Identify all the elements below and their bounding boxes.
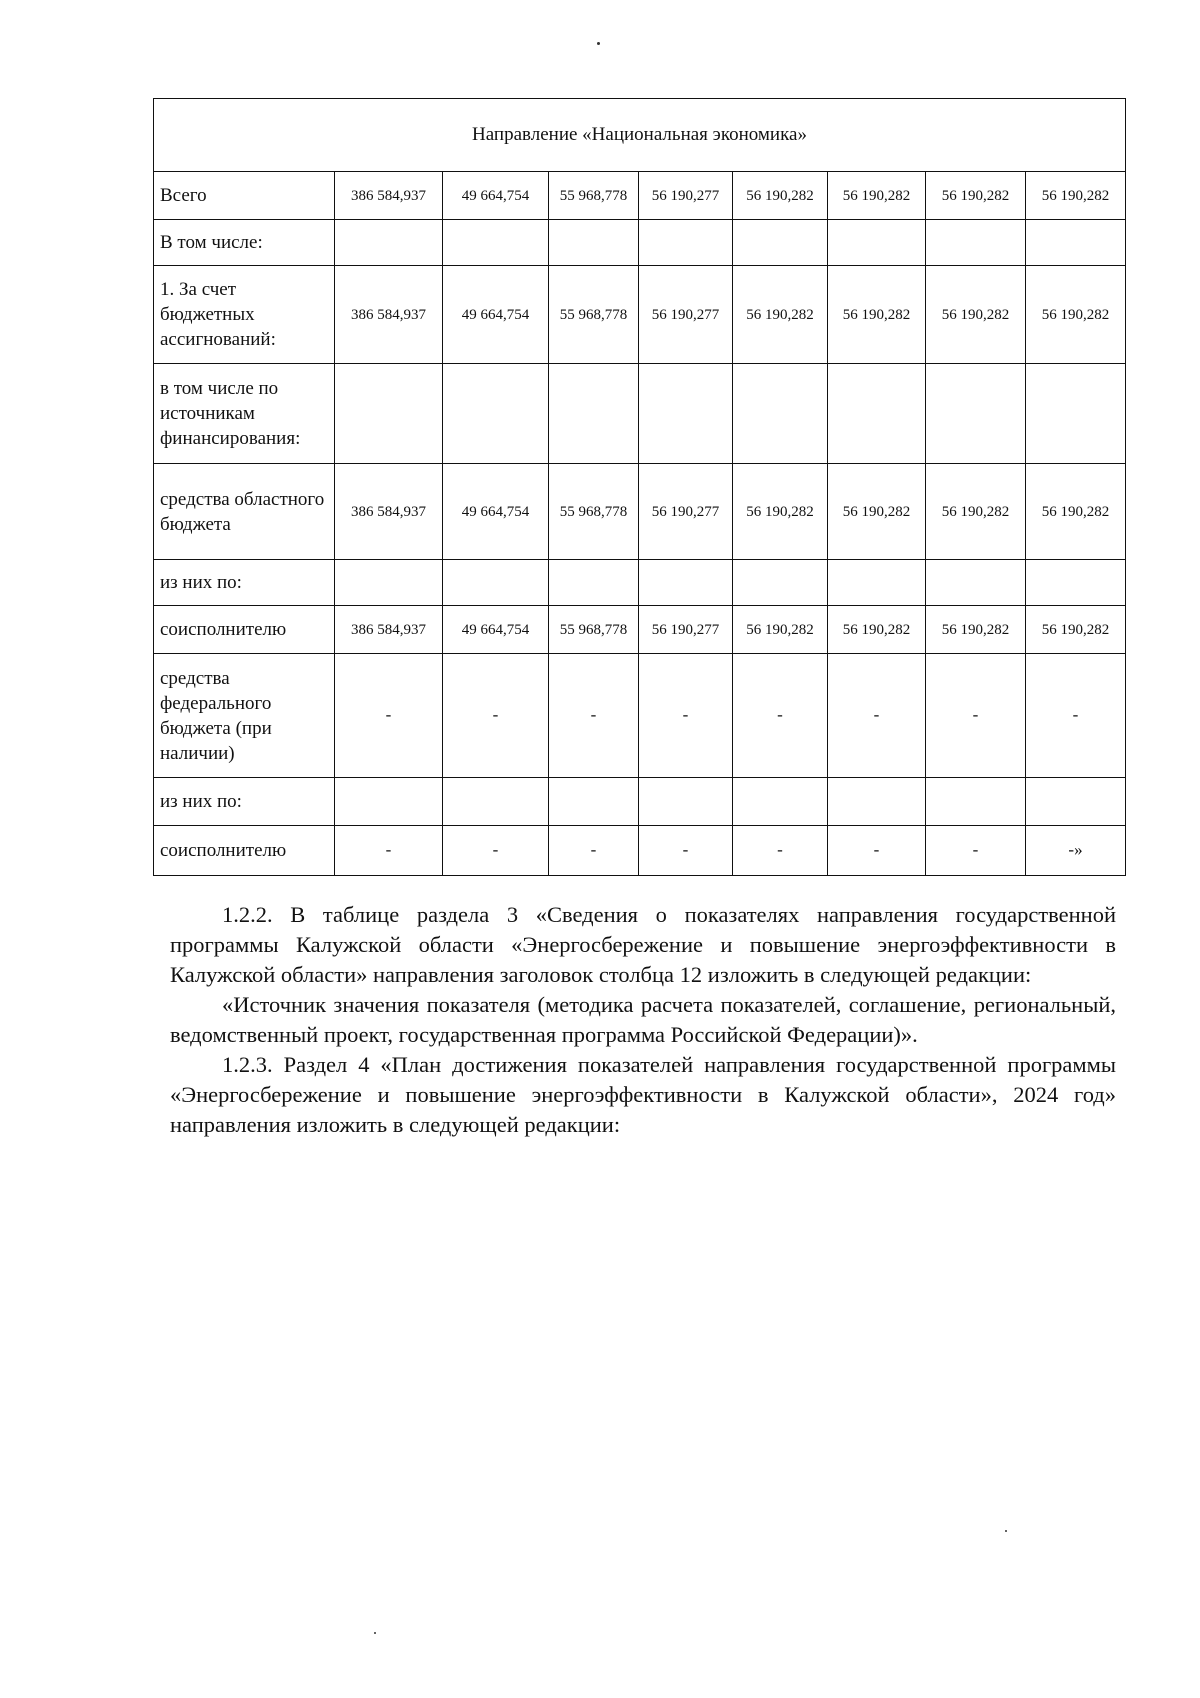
table-row [154,220,1126,266]
table-cell: 56 190,277 [639,464,733,560]
table-cell: - [639,654,733,778]
table-cell: 56 190,282 [1026,266,1126,364]
table-cell: - [443,654,549,778]
table-cell [443,220,549,266]
row-label: средства федерального бюджета (при наличии) [154,654,335,778]
table-cell: 56 190,277 [639,266,733,364]
table-header: Направление «Национальная экономика» [154,99,1126,172]
table-cell [549,778,639,826]
financing-table [153,98,1126,876]
table-row [154,464,1126,560]
table-cell: 55 968,778 [549,266,639,364]
table-cell: 56 190,282 [828,464,926,560]
table-cell [733,560,828,606]
table-row [154,560,1126,606]
table-cell: 56 190,277 [639,606,733,654]
table-cell [828,778,926,826]
table-cell: 56 190,282 [733,266,828,364]
table-cell: 56 190,282 [926,606,1026,654]
table-row [154,778,1126,826]
table-cell: 56 190,282 [733,606,828,654]
table-cell: 56 190,277 [639,172,733,220]
table-cell: 386 584,937 [335,172,443,220]
table-header-row [154,99,1126,172]
table-row [154,266,1126,364]
table-cell: - [733,654,828,778]
table-cell [828,364,926,464]
table-row [154,654,1126,778]
table-row [154,606,1126,654]
table-cell: 49 664,754 [443,464,549,560]
table-cell: 49 664,754 [443,606,549,654]
table-cell: - [443,826,549,876]
table-cell [335,778,443,826]
table-cell: 386 584,937 [335,464,443,560]
table-cell [443,560,549,606]
table-cell: 56 190,282 [926,266,1026,364]
table-cell [828,220,926,266]
table-cell: - [335,654,443,778]
table-cell [549,364,639,464]
table-cell: 56 190,282 [828,172,926,220]
table-cell [1026,560,1126,606]
table-cell: - [733,826,828,876]
scan-speck [597,42,600,45]
table-cell: - [549,826,639,876]
row-label: В том числе: [154,220,335,266]
scan-speck [1005,1530,1007,1532]
row-label: в том числе по источникам финансирования: [154,364,335,464]
table-cell [335,364,443,464]
table-cell: - [828,654,926,778]
table-cell: 386 584,937 [335,266,443,364]
table-cell [828,560,926,606]
row-label: средства областного бюджета [154,464,335,560]
paragraph-1-2-2: 1.2.2. В таблице раздела 3 «Сведения о показателях направления государственной программы Калужской области «Энергосбережение и повышение энергоэффективности в Калужской области» направления заголовок столбца 12 изложить в следующей редакции: [170,902,1116,987]
financing-table-wrapper [153,98,1125,876]
table-cell [733,220,828,266]
table-cell: 56 190,282 [1026,606,1126,654]
row-label: соисполнителю [154,606,335,654]
table-cell: - [549,654,639,778]
table-cell: 56 190,282 [828,266,926,364]
table-cell: - [639,826,733,876]
row-label: соисполнителю [154,826,335,876]
table-cell [335,560,443,606]
table-cell [639,560,733,606]
table-cell [733,364,828,464]
table-cell [443,364,549,464]
table-cell [639,364,733,464]
table-cell: 56 190,282 [733,464,828,560]
table-cell [335,220,443,266]
table-cell [443,778,549,826]
table-cell: 55 968,778 [549,172,639,220]
table-cell: - [926,826,1026,876]
table-cell: 56 190,282 [926,464,1026,560]
table-cell [1026,778,1126,826]
table-cell: 55 968,778 [549,464,639,560]
table-cell [926,778,1026,826]
table-cell: 56 190,282 [926,172,1026,220]
paragraph-1-2-3: 1.2.3. Раздел 4 «План достижения показателей направления государственной программы «Энергосбережение и повышение энергоэффективности в Калужской области», 2024 год» направления изложить в следующей редакции: [170,1052,1116,1137]
row-label: 1. За счет бюджетных ассигнований: [154,266,335,364]
table-cell: 386 584,937 [335,606,443,654]
table-cell: 56 190,282 [733,172,828,220]
table-row [154,172,1126,220]
row-label: из них по: [154,560,335,606]
table-cell [639,778,733,826]
row-label: из них по: [154,778,335,826]
table-cell: 49 664,754 [443,172,549,220]
table-cell [639,220,733,266]
paragraph-quote: «Источник значения показателя (методика расчета показателей, соглашение, региональный, ведомственный проект, государственная программа Российской Федерации)». [170,992,1116,1047]
table-cell [733,778,828,826]
table-cell: - [1026,654,1126,778]
table-cell: 56 190,282 [1026,464,1126,560]
table-cell: 49 664,754 [443,266,549,364]
table-cell: 55 968,778 [549,606,639,654]
row-label: Всего [154,172,335,220]
document-body [170,900,1116,1140]
table-cell [1026,364,1126,464]
table-cell [1026,220,1126,266]
table-cell: - [828,826,926,876]
table-cell [549,220,639,266]
scan-speck [374,1632,376,1634]
table-cell [926,364,1026,464]
table-cell: 56 190,282 [1026,172,1126,220]
table-row [154,364,1126,464]
table-cell: - [335,826,443,876]
table-cell [926,220,1026,266]
table-cell: - [926,654,1026,778]
table-cell [549,560,639,606]
table-cell: -» [1026,826,1126,876]
table-row [154,826,1126,876]
table-cell: 56 190,282 [828,606,926,654]
table-cell [926,560,1026,606]
